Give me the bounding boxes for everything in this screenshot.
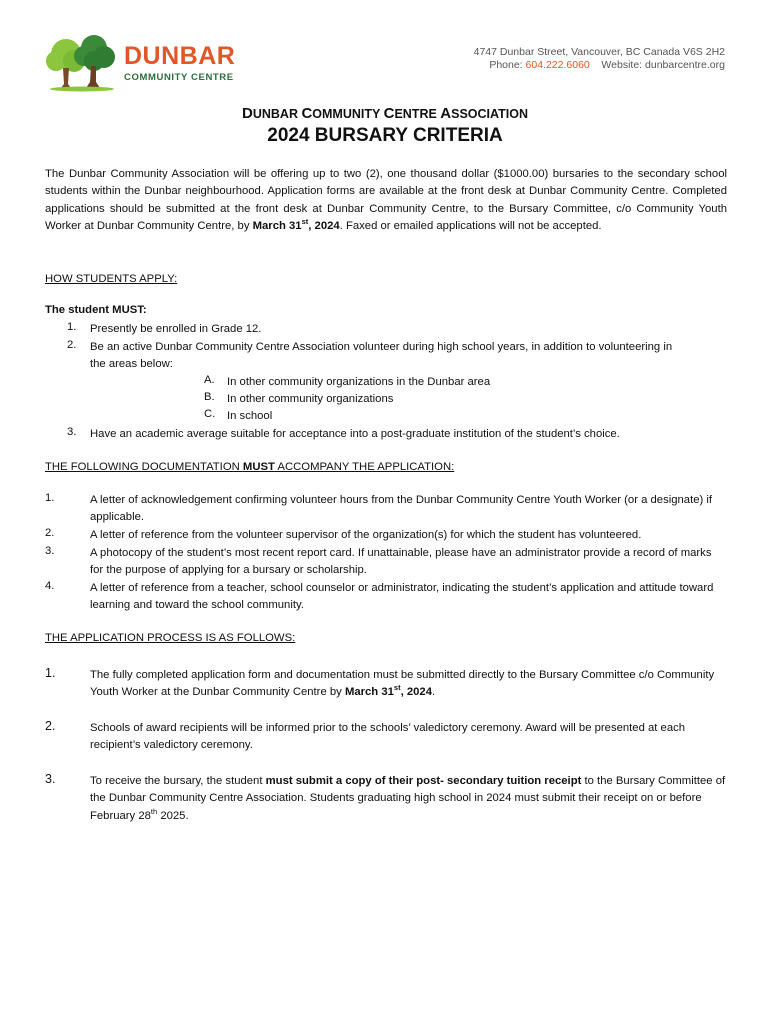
process-item-number: 2.: [45, 719, 56, 733]
doc-item-text: A letter of reference from a teacher, school counselor or administrator, indicating the student’s application and attitude toward learning and toward the school community.: [90, 582, 714, 612]
doc-item-number: 1.: [45, 492, 55, 504]
apply-item-text: Have an academic average suitable for acceptance into a post-graduate institution of the student’s choice.: [90, 428, 620, 440]
phone-website-line: [474, 59, 725, 72]
phone-label: Phone:: [489, 59, 523, 71]
intro-deadline: March 31st, 2024: [252, 217, 340, 232]
process-item-text: Schools of award recipients will be informed prior to the schools’ valedictory ceremony. Award will be presented at each recipient’s valedictory ceremony.: [90, 722, 686, 752]
logo-subtitle: COMMUNITY CENTRE: [124, 72, 234, 83]
doc-item-number: 3.: [45, 545, 55, 557]
sub-item-text: In other community organizations: [227, 393, 394, 405]
student-must-heading: The student MUST:: [45, 304, 147, 316]
doc-item-number: 4.: [45, 580, 55, 592]
sub-item-letter: B.: [204, 391, 215, 403]
process-item-number: 3.: [45, 772, 56, 786]
logo-title: DUNBAR: [124, 42, 236, 70]
tree-logo-icon: [44, 34, 124, 92]
association-title: DUNBAR COMMUNITY CENTRE ASSOCIATION: [242, 105, 528, 122]
process-heading: THE APPLICATION PROCESS IS AS FOLLOWS:: [45, 632, 296, 644]
apply-item-text: Be an active Dunbar Community Centre Association volunteer during high school years, in addition to volunteering in the areas below:: [90, 341, 673, 371]
sub-item-letter: C.: [204, 408, 216, 420]
contact-info: [474, 46, 725, 72]
how-students-apply-heading: HOW STUDENTS APPLY:: [45, 273, 178, 285]
process-item-text: The fully completed application form and documentation must be submitted directly to the Bursary Committee c/o Community Youth Worker at the Dunbar Community Centre by March 31st, 2024.: [90, 669, 715, 699]
intro-paragraph: The Dunbar Community Association will be offering up to two (2), one thousand dollar ($1000.00) bursaries to the secondary school students within the Dunbar neighbourhood. Application forms are available at the front desk at Dunbar Community Centre. Completed applications should be submitted at the front desk at Dunbar Community Centre, to the Bursary Committee, c/o Community Youth Worker at Dunbar Community Centre, by March 31st, 2024. Faxed or emailed applications will not be accepted.: [45, 168, 727, 232]
apply-item-number: 2.: [67, 339, 77, 351]
sub-item-text: In school: [227, 410, 273, 422]
phone-number[interactable]: 604.222.6060: [525, 59, 590, 71]
bursary-criteria-title: 2024 BURSARY CRITERIA: [267, 125, 503, 146]
address-line: 4747 Dunbar Street, Vancouver, BC Canada V6S 2H2: [473, 46, 725, 58]
apply-item-number: 3.: [67, 426, 77, 438]
sub-item-letter: A.: [204, 374, 215, 386]
doc-item-text: A photocopy of the student’s most recent report card. If unattainable, please have an administrator provide a record of marks for the purpose of applying for a bursary or scholarship.: [90, 547, 712, 577]
documentation-heading: THE FOLLOWING DOCUMENTATION MUST ACCOMPANY THE APPLICATION:: [45, 461, 455, 473]
website-label: Website:: [601, 59, 643, 71]
apply-item-text: Presently be enrolled in Grade 12.: [90, 323, 262, 335]
sub-item-text: In other community organizations in the Dunbar area: [227, 376, 491, 388]
process-item-text: To receive the bursary, the student must submit a copy of their post- secondary tuition receipt to the Bursary Committee of the Dunbar Community Centre Association. Students graduating high school in 2024 must submit their receipt on or before February 28th 2025.: [90, 775, 726, 822]
dunbar-logo: [44, 34, 244, 92]
process-item-number: 1.: [45, 666, 56, 680]
doc-item-number: 2.: [45, 527, 55, 539]
doc-item-text: A letter of reference from the volunteer supervisor of the organization(s) for which the student has volunteered.: [90, 529, 642, 541]
apply-item-number: 1.: [67, 321, 77, 333]
website-link[interactable]: dunbarcentre.org: [645, 59, 725, 71]
doc-item-text: A letter of acknowledgement confirming volunteer hours from the Dunbar Community Centre Youth Worker (or a designate) if applicable.: [90, 494, 713, 524]
